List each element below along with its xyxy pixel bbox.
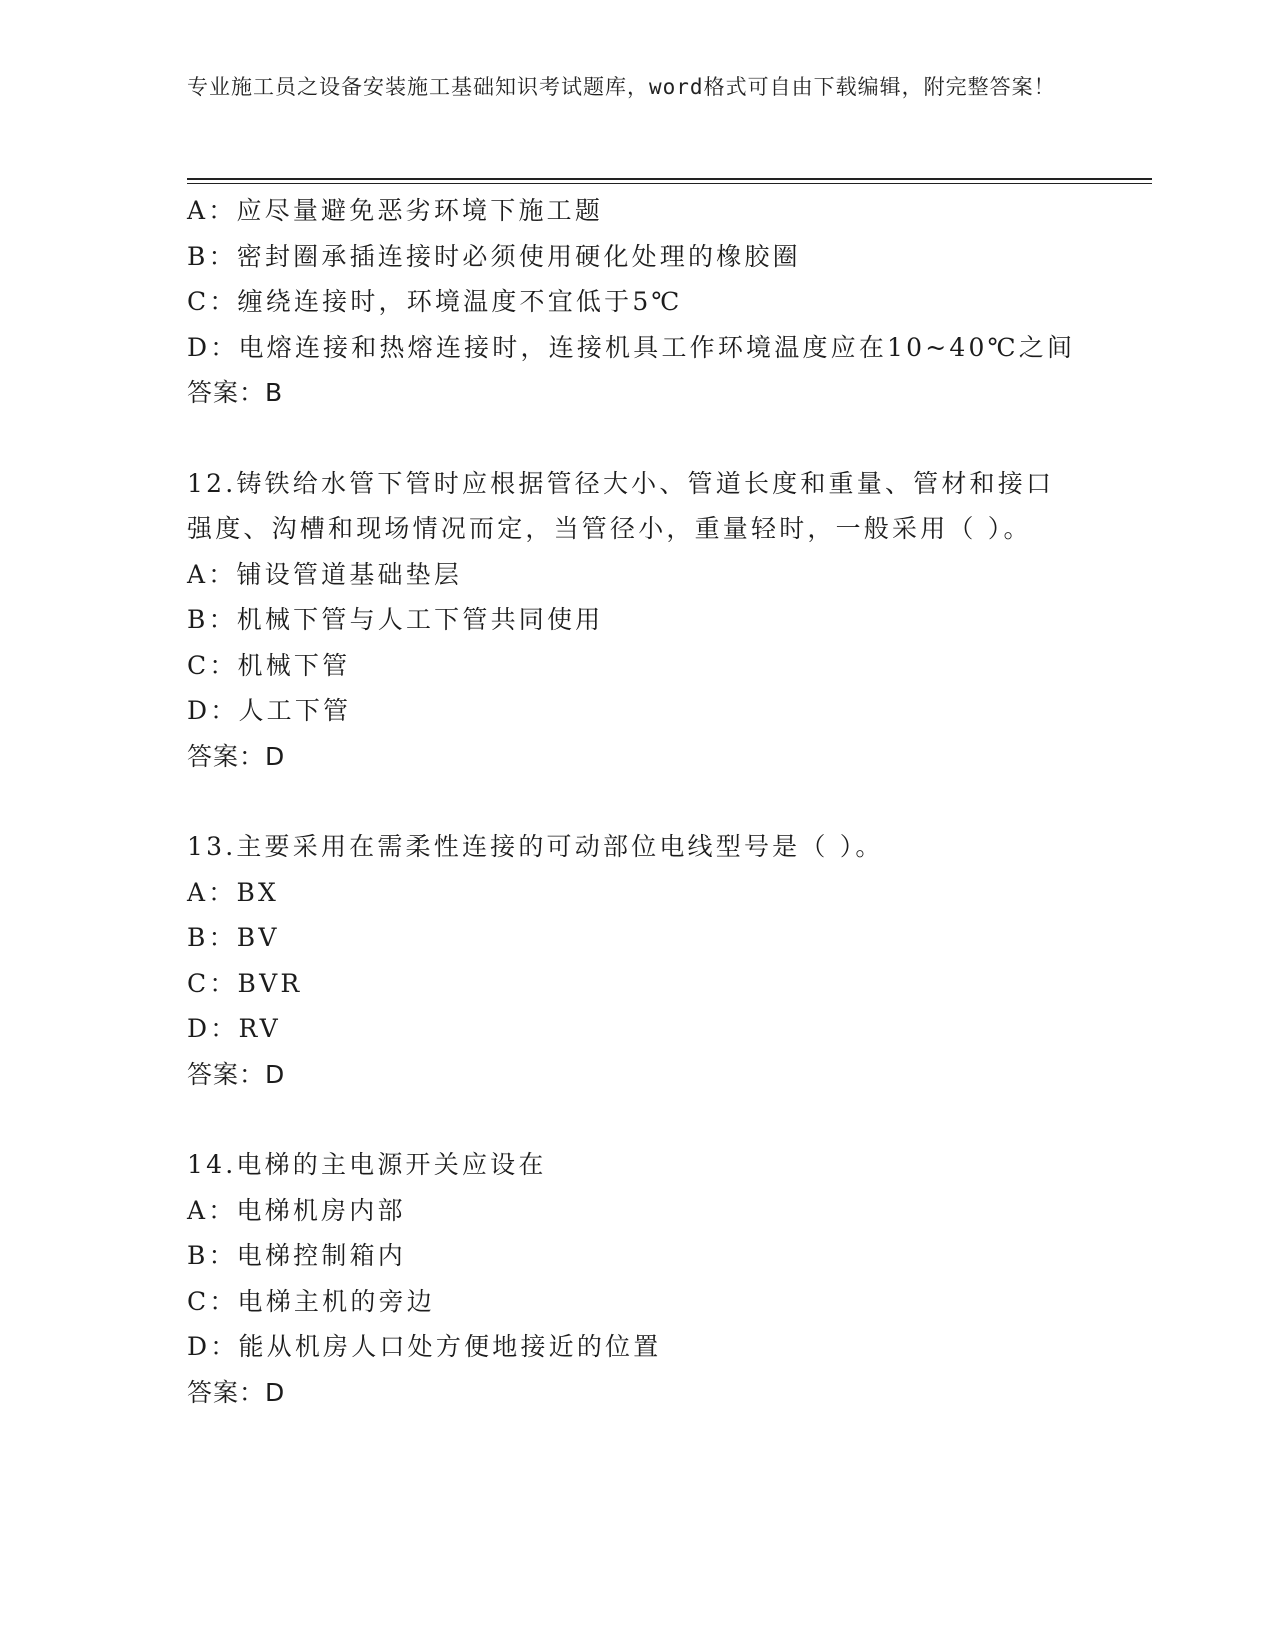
option-b: B：密封圈承插连接时必须使用硬化处理的橡胶圈 [187, 241, 801, 271]
question-14 [187, 1142, 1147, 1415]
option-d: D：人工下管 [187, 696, 352, 725]
answer-line: 答案：B [187, 378, 284, 407]
answer-line: 答案：D [187, 1377, 286, 1407]
question-text-line-2: 强度、沟槽和现场情况而定，当管径小，重量轻时，一般采用（ ）。 [187, 514, 1032, 543]
question-text: 14.电梯的主电源开关应设在 [187, 1150, 547, 1179]
option-c: C：BVR [187, 968, 303, 998]
option-c: C：机械下管 [187, 650, 351, 680]
option-d: D：RV [187, 1014, 281, 1043]
option-c: C：缠绕连接时，环境温度不宜低于5℃ [187, 287, 683, 316]
question-11-tail [187, 188, 1147, 416]
option-b: B：BV [187, 923, 280, 952]
option-a: A：铺设管道基础垫层 [187, 559, 463, 589]
question-text-line-1: 12.铸铁给水管下管时应根据管径大小、管道长度和重量、管材和接口 [187, 468, 1055, 498]
option-a: A：BX [187, 877, 280, 907]
option-d: D：电熔连接和热熔连接时，连接机具工作环境温度应在10~40℃之间 [187, 332, 1076, 362]
option-a: A：电梯机房内部 [187, 1195, 406, 1225]
question-list [187, 188, 1147, 1415]
answer-line: 答案：D [187, 741, 286, 771]
spacer [187, 779, 1147, 824]
question-12 [187, 461, 1147, 780]
document-header-title: 专业施工员之设备安装施工基础知识考试题库，word格式可自由下载编辑，附完整答案！ [187, 75, 1056, 99]
question-text: 13.主要采用在需柔性连接的可动部位电线型号是（ ）。 [187, 832, 884, 861]
option-b: B：电梯控制箱内 [187, 1241, 406, 1270]
option-b: B：机械下管与人工下管共同使用 [187, 605, 604, 634]
spacer [187, 416, 1147, 461]
option-c: C：电梯主机的旁边 [187, 1286, 435, 1316]
option-d: D：能从机房人口处方便地接近的位置 [187, 1332, 662, 1361]
option-a: A：应尽量避免恶劣环境下施工题 [187, 196, 604, 225]
header-divider-thin [187, 183, 1152, 184]
header-divider-thick [187, 178, 1152, 180]
answer-line: 答案：D [187, 1059, 286, 1089]
question-13 [187, 824, 1147, 1097]
spacer [187, 1097, 1147, 1142]
